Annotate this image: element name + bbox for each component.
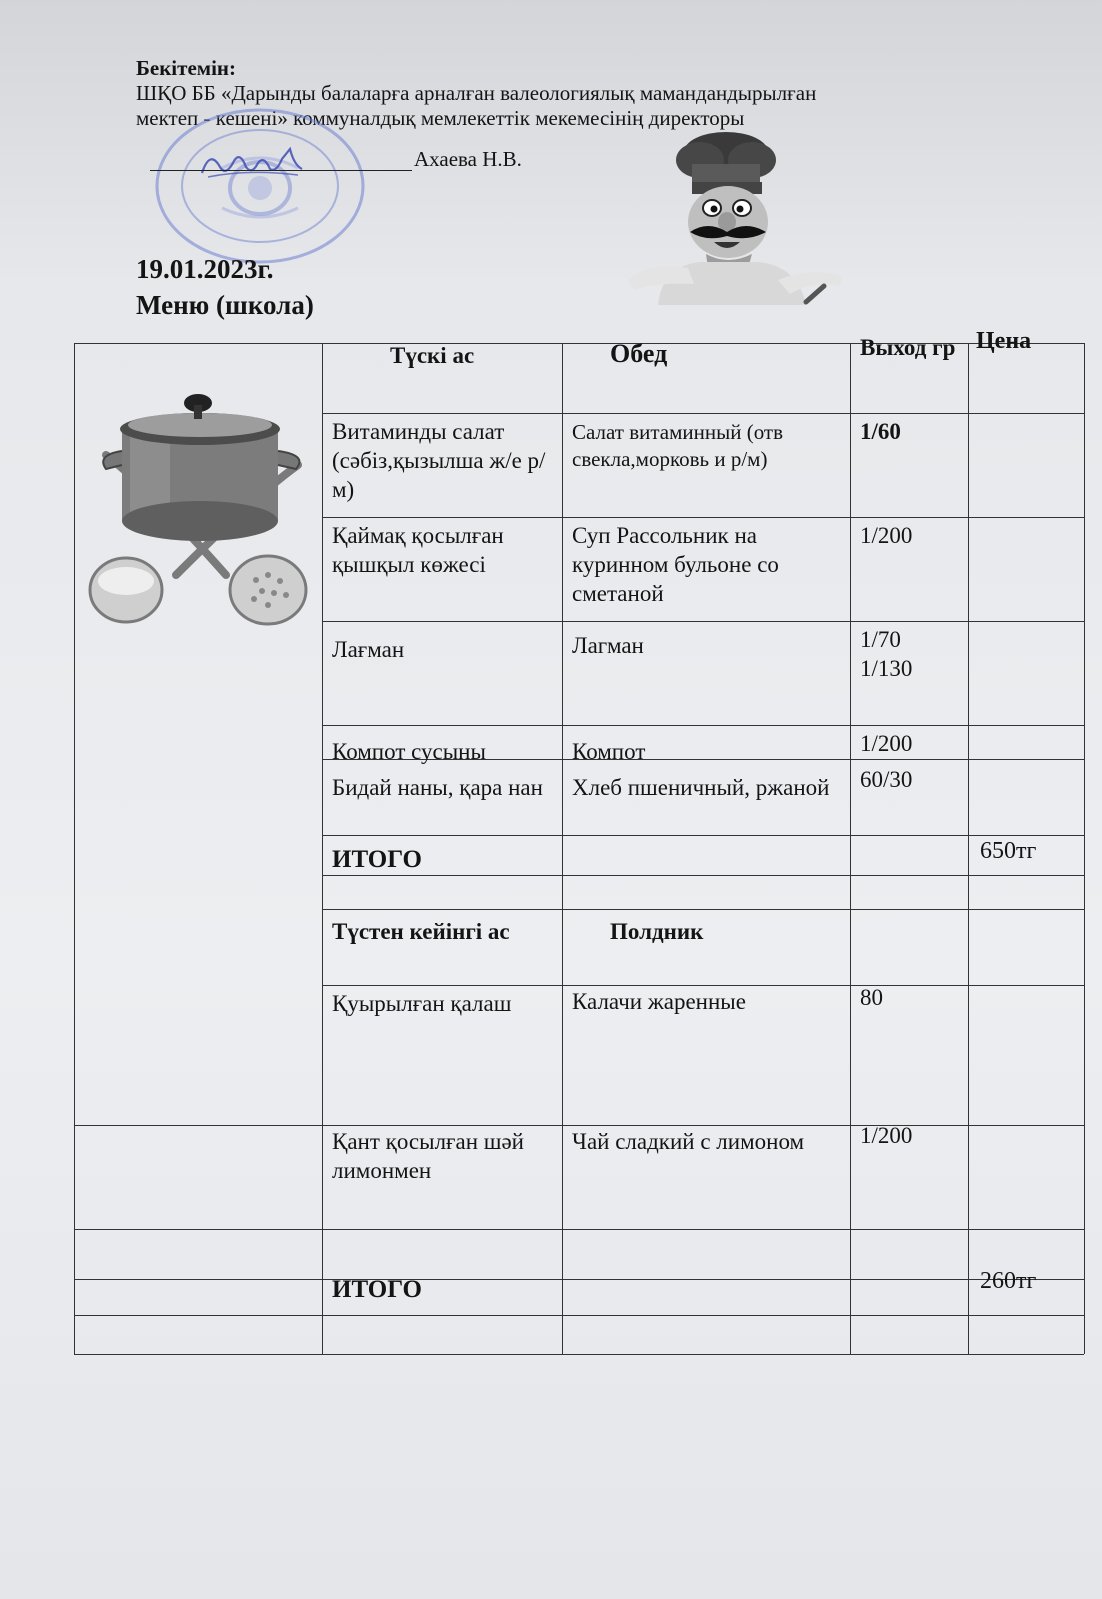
lunch-row-1-yield: 1/60 xyxy=(860,419,901,444)
table-border-right xyxy=(1084,343,1085,1354)
organization-line-1: ШҚО ББ «Дарынды балаларға арналған валеологиялық мамандандырылған xyxy=(136,81,817,105)
table-border-left xyxy=(74,343,75,1354)
menu-date: 19.01.2023г. xyxy=(136,254,274,284)
menu-title: Меню (школа) xyxy=(136,290,314,320)
organization-line-2: мектеп - кешені» коммуналдық мемлекеттік мекемесінің директоры xyxy=(136,106,745,130)
table-row-divider xyxy=(322,517,1084,518)
table-column-divider xyxy=(850,343,851,1354)
snack-header-ru: Полдник xyxy=(610,919,704,944)
snack-row-1-yield: 80 xyxy=(860,985,883,1010)
chef-illustration-icon xyxy=(628,130,853,305)
table-row-divider xyxy=(322,413,1084,414)
lunch-row-2-ru: Суп Рассольник на куринном бульоне со сметаной xyxy=(572,523,779,606)
table-row-divider xyxy=(322,621,1084,622)
director-name: Ахаева Н.В. xyxy=(414,147,522,171)
lunch-row-3-yield: 1/70 1/130 xyxy=(860,627,913,681)
lunch-total-label: ИТОГО xyxy=(332,846,422,873)
table-column-divider xyxy=(322,343,323,1354)
table-border-bottom xyxy=(74,1354,1084,1355)
lunch-row-4-ru: Компот xyxy=(572,739,646,764)
signature-icon xyxy=(198,143,308,183)
lunch-row-4-kz: Компот сусыны xyxy=(332,739,486,764)
snack-row-2-ru: Чай сладкий с лимоном xyxy=(572,1129,805,1154)
table-row-divider xyxy=(74,1125,1084,1126)
lunch-row-5-kz: Бидай наны, қара нан xyxy=(332,775,543,800)
snack-row-1-ru: Калачи жаренные xyxy=(572,989,746,1014)
lunch-row-4-yield: 1/200 xyxy=(860,731,913,756)
signature-line xyxy=(150,170,412,171)
table-column-divider xyxy=(968,343,969,1354)
table-row-divider xyxy=(74,1315,1084,1316)
header-yield: Выход гр xyxy=(860,335,956,360)
lunch-row-2-yield: 1/200 xyxy=(860,523,913,548)
approve-label: Бекітемін: xyxy=(136,56,237,80)
header-price: Цена xyxy=(976,328,1032,354)
header-kz: Түскі ас xyxy=(390,343,475,368)
header-ru: Обед xyxy=(610,339,668,368)
menu-table xyxy=(74,328,1084,1383)
snack-total-label: ИТОГО xyxy=(332,1276,422,1303)
lunch-row-1-kz: Витаминды салат (сәбіз,қызылша ж/е р/м) xyxy=(332,419,546,502)
snack-row-2-yield: 1/200 xyxy=(860,1123,913,1148)
lunch-row-2-kz: Қаймақ қосылған қышқыл көжесі xyxy=(332,523,504,577)
table-row-divider xyxy=(74,1229,1084,1230)
official-stamp-icon xyxy=(152,108,367,268)
table-row-divider xyxy=(322,909,1084,910)
snack-header-kz: Түстен кейінгі ас xyxy=(332,919,510,944)
table-row-divider xyxy=(322,835,1084,836)
table-row-divider xyxy=(74,1279,1084,1280)
table-row-divider xyxy=(322,725,1084,726)
lunch-row-3-kz: Лағман xyxy=(332,637,405,662)
table-row-divider xyxy=(322,985,1084,986)
snack-total-price: 260тг xyxy=(980,1268,1037,1294)
snack-row-1-kz: Қуырылған қалаш xyxy=(332,991,512,1016)
lunch-row-5-ru: Хлеб пшеничный, ржаной xyxy=(572,775,830,800)
lunch-row-3-ru: Лагман xyxy=(572,633,644,658)
lunch-row-1-ru: Салат витаминный (отв свекла,морковь и р/м) xyxy=(572,420,784,471)
snack-row-2-kz: Қант қосылған шәй лимонмен xyxy=(332,1129,524,1183)
lunch-row-5-yield: 60/30 xyxy=(860,767,913,792)
table-column-divider xyxy=(562,343,563,1354)
table-row-divider xyxy=(322,875,1084,876)
lunch-total-price: 650тг xyxy=(980,838,1037,864)
